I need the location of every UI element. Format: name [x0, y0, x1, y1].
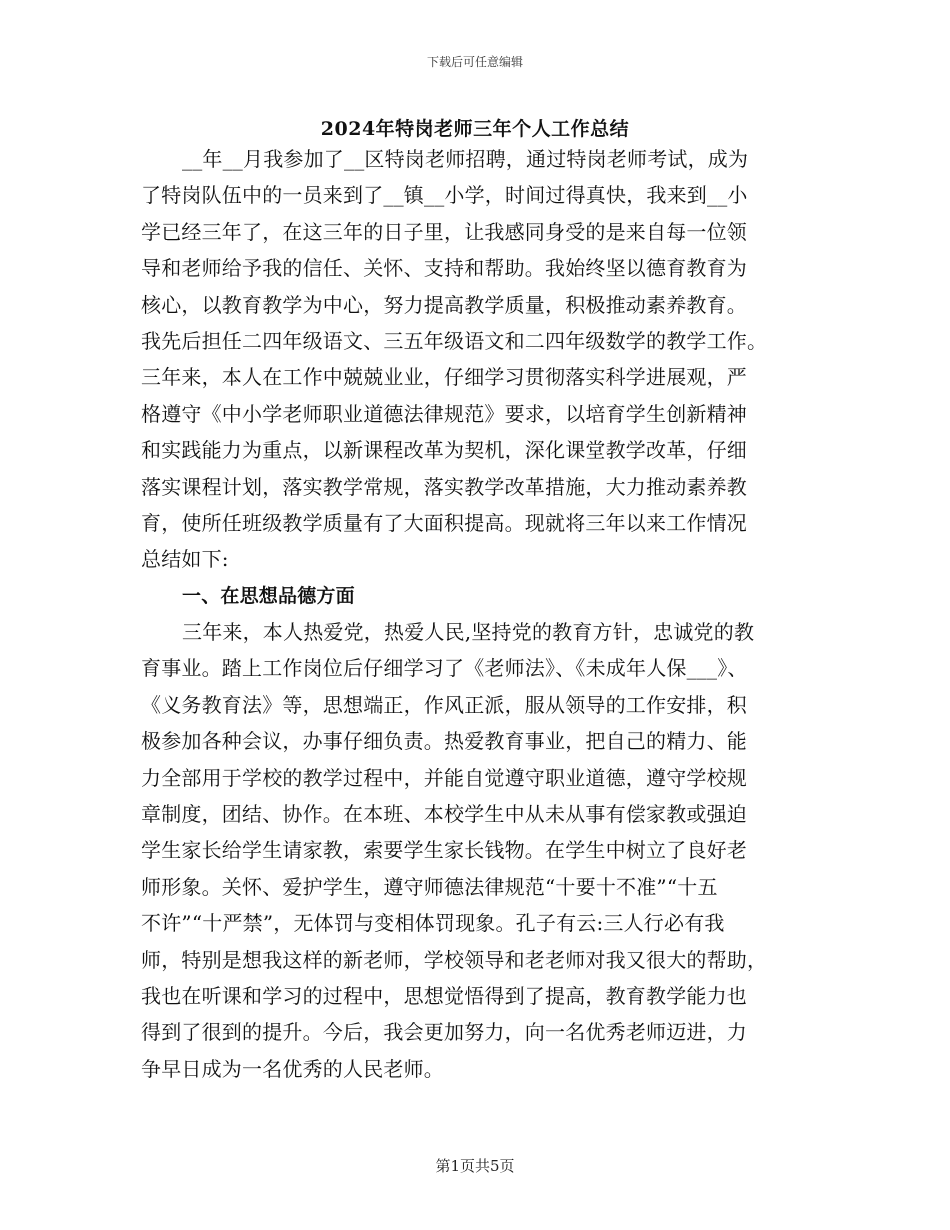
text-line: 《义务教育法》等，思想端正，作风正派，服从领导的工作安排，积: [141, 692, 747, 717]
text-line: 格遵守《中小学老师职业道德法律规范》要求，以培育学生创新精神: [141, 401, 747, 426]
text-line: 三年来，本人在工作中兢兢业业，仔细学习贯彻落实科学进展观，严: [141, 365, 747, 390]
text-line: 我也在听课和学习的过程中，思想觉悟得到了提高，教育教学能力也: [141, 983, 747, 1008]
text-line: 师形象。关怀、爱护学生，遵守师德法律规范“十要十不准”“十五: [141, 874, 718, 899]
text-line: 得到了很到的提升。今后，我会更加努力，向一名优秀老师迈进，力: [141, 1020, 747, 1045]
page-number: 第1页共5页: [435, 1157, 515, 1175]
text-line: 核心，以教育教学为中心，努力提高教学质量，积极推动素养教育。: [141, 292, 747, 317]
document-body: [141, 141, 809, 1087]
text-line: 三年来，本人热爱党，热爱人民,坚持党的教育方针，忠诚党的教: [182, 620, 755, 645]
text-line: 和实践能力为重点，以新课程改革为契机，深化课堂教学改革，仔细: [141, 438, 747, 463]
text-line: 落实课程计划，落实教学常规，落实教学改革措施，大力推动素养教: [141, 474, 747, 499]
text-line: 不许”“十严禁”，无体罚与变相体罚现象。孔子有云:三人行必有我: [141, 911, 725, 936]
section-heading: 一、在思想品德方面: [182, 584, 355, 607]
text-line: 育，使所任班级教学质量有了大面积提高。现就将三年以来工作情况: [141, 510, 747, 535]
document-title: 2024年特岗老师三年个人工作总结: [320, 118, 630, 140]
text-line: 学生家长给学生请家教，索要学生家长钱物。在学生中树立了良好老: [141, 838, 747, 863]
text-line: 力全部用于学校的教学过程中，并能自觉遵守职业道德，遵守学校规: [141, 765, 747, 790]
text-line: 极参加各种会议，办事仔细负责。热爱教育事业，把自己的精力、能: [141, 729, 747, 754]
text-line: 导和老师给予我的信任、关怀、支持和帮助。我始终坚以德育教育为: [141, 256, 747, 281]
text-line: 师，特别是想我这样的新老师，学校领导和老老师对我又很大的帮助，: [141, 947, 768, 972]
text-line: 总结如下:: [141, 547, 229, 572]
paragraph-2: [141, 614, 809, 1087]
text-line: __年__月我参加了__区特岗老师招聘，通过特岗老师考试，成为: [182, 147, 749, 171]
text-line: 育事业。踏上工作岗位后仔细学习了《老师法》、《未成年人保___》、: [141, 656, 748, 681]
text-line: 学已经三年了，在这三年的日子里，让我感同身受的是来自每一位领: [141, 219, 747, 244]
text-line: 了特岗队伍中的一员来到了__镇__小学，时间过得真快，我来到__小: [141, 183, 748, 208]
text-line: 章制度，团结、协作。在本班、本校学生中从未从事有偿家教或强迫: [141, 802, 747, 827]
paragraph-1: [141, 141, 809, 578]
text-line: 争早日成为一名优秀的人民老师。: [141, 1056, 444, 1081]
text-line: 我先后担任二四年级语文、三五年级语文和二四年级数学的教学工作。: [141, 328, 768, 353]
header-note: 下载后可任意编辑: [426, 55, 523, 69]
